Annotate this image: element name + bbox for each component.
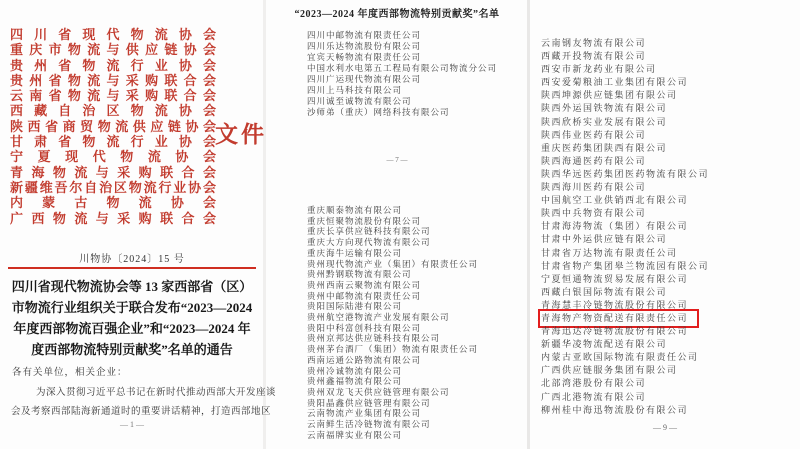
company-row: 贵州现代物流产业（集团）有限责任公司 [307, 258, 479, 269]
company-row: 贵州黔钢联物流有限公司 [307, 269, 412, 280]
company-row: 宁夏恒通物流贸易发展有限公司 [541, 273, 689, 284]
company-list [541, 37, 709, 417]
company-row: 青海迅达冷链物流股份有限公司 [541, 326, 689, 337]
company-row: 贵州中邮物流有限责任公司 [307, 290, 422, 301]
page-number: — 7 — [386, 156, 408, 164]
association-name: 云南省物流与采购联合会 [10, 88, 216, 104]
association-name: 重庆市物流与供应链协会 [10, 42, 216, 58]
document-title-line: 四川省现代物流协会等 13 家西部省（区） [11, 279, 253, 294]
company-row: 陕西海川医药有限公司 [541, 182, 647, 193]
association-name: 甘肃省物流行业协会 [10, 134, 216, 150]
body-text-line: 为深入贯彻习近平总书记在新时代推动西部大开发座谈 [36, 388, 277, 398]
company-row: 重庆海牛运输有限公司 [307, 247, 403, 258]
company-row: 四川中邮物流有限责任公司 [307, 30, 422, 40]
company-row: 中国航空工业供销西北有限公司 [541, 195, 689, 206]
company-row: 四川广运现代物流有限公司 [307, 74, 422, 84]
company-row: 贵州航空港物流产业发展有限公司 [307, 312, 450, 323]
company-row: 贵州西南云聚物流有限公司 [307, 279, 422, 290]
association-name: 四川省现代物流协会 [10, 27, 216, 42]
company-row: 重庆医药集团陕西有限公司 [541, 142, 668, 153]
company-row: 柳州桂中海迅物流股份有限公司 [541, 404, 689, 415]
page-number: — 9 — [653, 423, 677, 432]
company-row: 陕西海通医药有限公司 [541, 155, 647, 166]
salutation: 各有关单位，相关企业： [12, 368, 128, 378]
body-text-line: 会及考察西部陆海新通道时的重要讲话精神，打造西部地区 [11, 407, 272, 417]
company-row: 陕西伟业医药有限公司 [541, 129, 647, 140]
document-title-line: 市物流行业组织关于联合发布“2023—2024 [11, 300, 253, 315]
company-row: 宜宾天畅物流有限责任公司 [307, 52, 422, 62]
company-row: 云南物流产业集团有限公司 [307, 408, 422, 419]
company-row: 西藏开投物流有限公司 [541, 51, 647, 62]
company-row: 陕西中兵物资有限公司 [541, 208, 647, 219]
association-name: 青海物流与采购联合会 [10, 164, 216, 180]
red-header-document-page [0, 0, 277, 449]
company-row: 陕西坤源供应链集团有限公司 [541, 90, 678, 101]
company-row: 陕西外运国铁物流有限公司 [541, 103, 668, 114]
page-number: — 1 — [120, 420, 144, 429]
document-title [5, 276, 259, 360]
document-number: 川物协〔2024〕15 号 [79, 254, 185, 265]
company-row: 贵州京邦达供应链科技有限公司 [307, 333, 441, 344]
company-row: 贵阳国际陆港有限公司 [307, 301, 403, 312]
company-row: 云南钢友物流有限公司 [541, 38, 647, 48]
company-row: 甘肃中外运供应链有限公司 [541, 234, 668, 245]
company-row: 陕西华远医药集团医药物流有限公司 [541, 168, 710, 179]
company-row-highlighted: 青海物产物资配送有限责任公司 [541, 312, 696, 325]
company-row: 内蒙古亚欧国际物流有限责任公司 [541, 352, 699, 363]
company-row: 重庆大方向现代物流有限公司 [307, 237, 431, 248]
document-title-line: 年度西部物流百强企业”和“2023—2024 年 [13, 321, 251, 336]
association-name: 内蒙古物流协会 [10, 195, 216, 211]
company-row: 重庆长享供应链科技有限公司 [307, 226, 431, 237]
company-row: 广西供应链服务集团有限公司 [541, 365, 678, 376]
red-divider-rule [8, 267, 256, 269]
company-row: 甘肃海涛物流（集团）有限公司 [541, 221, 689, 232]
company-row: 西安市新龙药业有限公司 [541, 64, 657, 75]
company-list [307, 30, 497, 118]
company-row: 贵阳晶鑫供应链管理有限公司 [307, 397, 431, 408]
company-row: 四川上马科技有限公司 [307, 85, 403, 95]
issuing-associations-list [10, 27, 216, 226]
association-name: 新疆维吾尔自治区物流行业协会 [10, 179, 216, 195]
company-row: 西南运通公路物流有限公司 [307, 354, 422, 365]
award-list-heading: “2023—2024 年度西部物流特别贡献奖”名单 [294, 9, 500, 20]
company-row: 贵州鑫福物流有限公司 [307, 376, 403, 387]
association-name: 陕西省商贸物流供应链协会 [10, 118, 216, 134]
company-row: 沙师弟（重庆）网络科技有限公司 [307, 107, 450, 117]
company-row: 广西北港物流有限公司 [541, 391, 647, 402]
file-label: 文件 [215, 122, 267, 147]
company-row: 四川乐达物流股份有限公司 [307, 41, 422, 51]
company-row: 北部湾港股份有限公司 [541, 378, 647, 389]
association-name: 贵州省物流行业协会 [10, 57, 216, 73]
association-name: 广西物流与采购联合会 [10, 210, 216, 226]
company-row: 重庆恒聚物流股份有限公司 [307, 215, 422, 226]
company-row: 西安爱菊粮油工业集团有限公司 [541, 77, 689, 88]
company-row: 贵阳中科富创科技有限公司 [307, 322, 422, 333]
document-title-line: 度西部物流特别贡献奖”名单的通告 [31, 342, 233, 357]
company-row: 贵州茅台酒厂（集团）物流有限责任公司 [307, 344, 479, 355]
company-row: 西藏白银国际物流有限公司 [541, 286, 668, 297]
company-row: 贵州双龙飞天供应链管理有限公司 [307, 386, 450, 397]
company-row: 中国水利水电第五工程局有限公司物流分公司 [307, 63, 498, 73]
company-row: 新疆华凌物流配送有限公司 [541, 339, 668, 350]
association-name: 西藏自治区物流协会 [10, 103, 216, 119]
award-list-column-2 [530, 0, 800, 449]
award-list-column-1 [266, 0, 528, 449]
company-row: 重庆顺泰物流有限公司 [307, 205, 403, 215]
company-row: 甘肃省物产集团皋兰物流园有限公司 [541, 260, 710, 271]
company-row: 云南福牌实业有限公司 [307, 429, 403, 440]
company-row: 四川诚至诚物流有限公司 [307, 96, 412, 106]
company-row: 云南鲜生活冷链物流有限公司 [307, 419, 431, 430]
company-list [307, 205, 478, 440]
company-row: 甘肃省万达物流有限责任公司 [541, 247, 678, 258]
company-row: 贵州冷诚物流有限公司 [307, 365, 403, 376]
company-row: 青海慧丰冷链物流股份有限公司 [541, 299, 689, 310]
association-name: 贵州省物流与采购联合会 [10, 72, 216, 88]
association-name: 宁夏现代物流协会 [10, 149, 216, 165]
company-row: 陕西欣桥实业发展有限公司 [541, 116, 668, 127]
